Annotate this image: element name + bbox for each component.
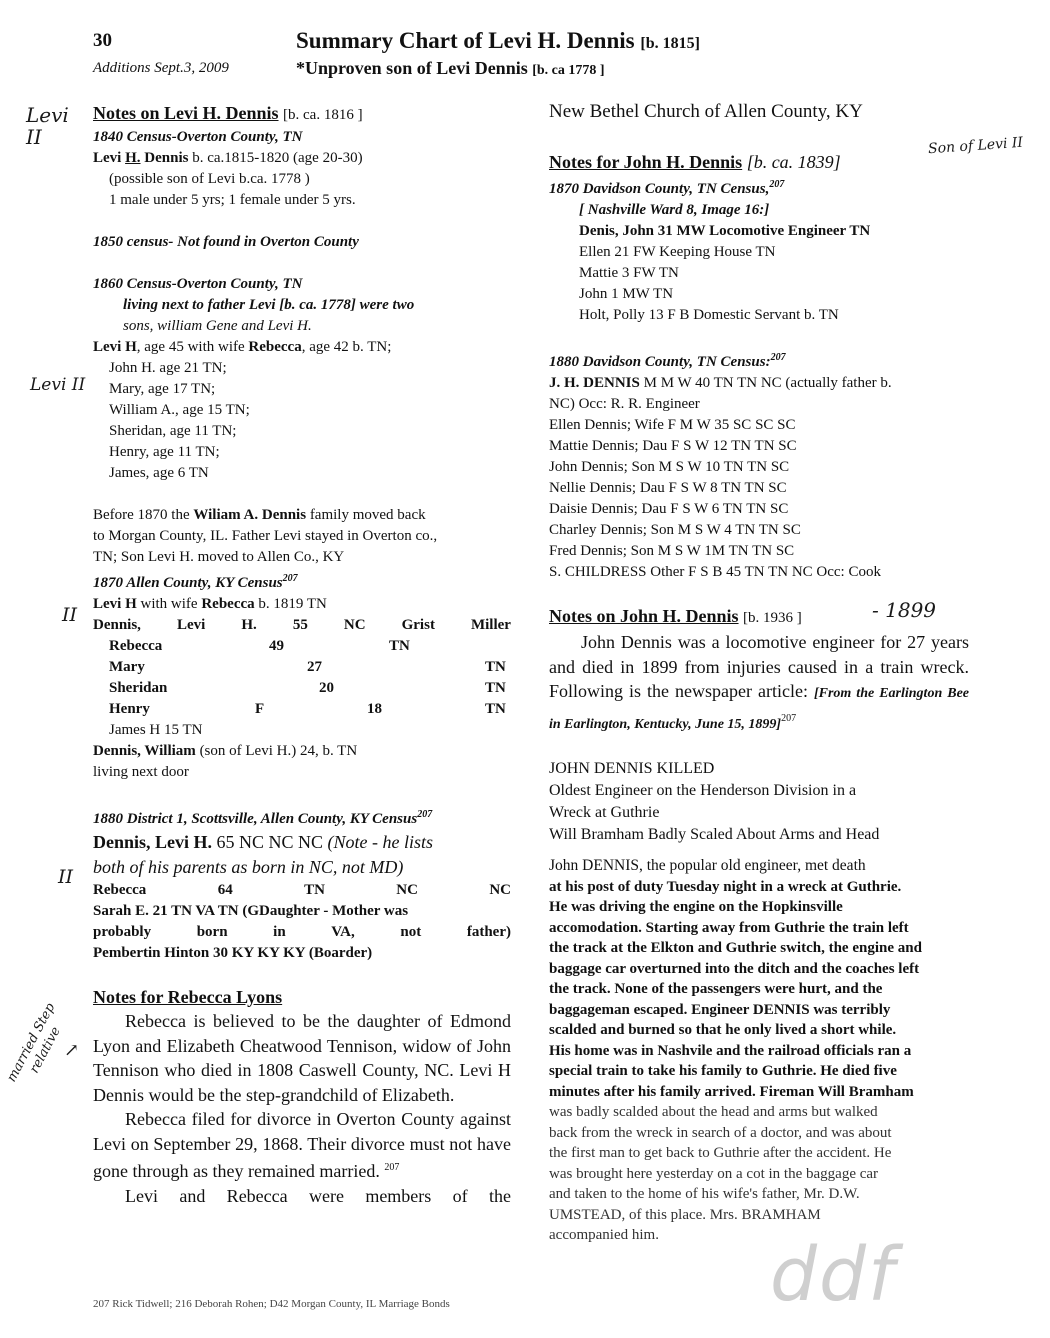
census-1860-note2: sons, william Gene and Levi H. — [123, 318, 312, 334]
list-item: Mattie Dennis; Dau F S W 12 TN TN SC — [549, 438, 797, 454]
arrow-icon: ↗ — [64, 1040, 80, 1061]
handwriting-1899: - 1899 — [872, 598, 937, 622]
news-line: was brought here yesterday on a cot in the baggage car — [549, 1165, 879, 1182]
news-line: His home was in Nashvile and the railroad officials ran a — [549, 1042, 912, 1059]
census-1870-william: Dennis, William (son of Levi H.) 24, b. TN — [93, 743, 358, 759]
census-1860-heading: 1860 Census-Overton County, TN — [93, 276, 303, 292]
census-1870-heading: 1870 Allen County, KY Census$^{207}$ — [93, 573, 298, 591]
notes-rebecca-p1: Rebecca is believed to be the daughter of Edmond Lyon and Elizabeth Cheatwood Tennison, widow of John Tennison who died in 1808 Caswell County, NC. Levi H Dennis would be the step-grandchild of Elizabeth. — [93, 1011, 511, 1105]
handwriting-ii-1880: II — [58, 866, 74, 888]
before-1870-line2: to Morgan County, IL. Father Levi stayed in Overton co., — [93, 528, 438, 544]
census-1880-rebecca: Rebecca 64 TN NC NC — [93, 882, 511, 898]
census-1840-line1: Levi H. Dennis b. ca.1815-1820 (age 20-30) — [93, 150, 363, 166]
list-item: John H. age 21 TN; — [109, 360, 227, 376]
list-item: Fred Dennis; Son M S W 1M TN TN SC — [549, 543, 795, 559]
census-1870-james: James H 15 TN — [109, 722, 203, 738]
census-1880-jh: J. H. DENNIS M M W 40 TN TN NC (actually father b. — [549, 375, 892, 391]
page-subtitle: *Unproven son of Levi Dennis [b. ca 1778 ] — [296, 58, 605, 78]
news-headline-line: Oldest Engineer on the Henderson Division in a — [549, 782, 857, 799]
census-1860-note1: living next to father Levi [b. ca. 1778] were two — [123, 297, 415, 313]
list-item: Henry, age 11 TN; — [109, 444, 220, 460]
left-column — [93, 101, 511, 1208]
news-line: scalded and burned so that he only lived a short while. — [549, 1022, 897, 1038]
news-line: special train to take his family to Guthrie. He died five — [549, 1063, 897, 1079]
footnote: 207 Rick Tidwell; 216 Deborah Rohen; D42 Morgan County, IL Marriage Bonds — [93, 1298, 450, 1310]
handwriting-ii-1870: II — [62, 604, 78, 626]
notes-john-heading: Notes for John H. Dennis [b. ca. 1839] — [549, 152, 841, 172]
news-line: He was driving the engine on the Hopkinsville — [549, 899, 843, 915]
news-headline-line: JOHN DENNIS KILLED — [549, 760, 715, 777]
list-item: William A., age 15 TN; — [109, 402, 250, 418]
census-1880-levi: Dennis, Levi H. 65 NC NC NC (Note - he lists — [93, 832, 434, 852]
census-1880-davidson-heading: 1880 Davidson County, TN Census:$^{207}$ — [549, 352, 786, 370]
census-1840-line3: 1 male under 5 yrs; 1 female under 5 yrs. — [109, 192, 356, 208]
census-1840-heading: 1840 Census-Overton County, TN — [93, 129, 303, 145]
news-headline-line: Will Bramham Badly Scaled About Arms and Head — [549, 826, 880, 843]
news-line: baggageman escaped. Engineer DENNIS was terribly — [549, 1001, 891, 1018]
census-1850: 1850 census- Not found in Overton County — [93, 234, 359, 250]
news-line: John DENNIS, the popular old engineer, met death — [549, 857, 866, 874]
watermark-initials: ddf — [770, 1232, 896, 1318]
news-line: baggage car overturned into the ditch and the coaches left — [549, 960, 920, 977]
additions-date: Additions Sept.3, 2009 — [93, 60, 229, 76]
list-item: S. CHILDRESS Other F S B 45 TN TN NC Occ: Cook — [549, 564, 881, 580]
news-body — [549, 856, 969, 1246]
census-1880-jh-occ: NC) Occ: R. R. Engineer — [549, 396, 700, 412]
news-line: the track. None of the passengers were hurt, and the — [549, 981, 883, 997]
list-item: James, age 6 TN — [109, 465, 209, 481]
list-item: Ellen 21 FW Keeping House TN — [579, 244, 776, 260]
list-item: Mattie 3 FW TN — [579, 265, 679, 281]
news-line: the first man to get back to Guthrie after the accident. He — [549, 1145, 892, 1161]
census-1880-pembertin: Pembertin Hinton 30 KY KY KY (Boarder) — [93, 945, 373, 961]
page-title: Summary Chart of Levi H. Dennis [b. 1815] — [296, 28, 700, 53]
news-line: and taken to the home of his wife's father, Mr. D.W. — [549, 1186, 860, 1202]
census-1870-davidson-ref: [ Nashville Ward 8, Image 16:] — [579, 202, 770, 218]
census-1840-line2: (possible son of Levi b.ca. 1778 ) — [109, 171, 310, 187]
news-line: the track at the Elkton and Guthrie switch, the engine and — [549, 940, 922, 956]
census-1870-davidson-heading: 1870 Davidson County, TN Census,$^{207}$ — [549, 179, 785, 197]
list-item: Daisie Dennis; Dau F S W 6 TN TN SC — [549, 501, 789, 517]
title-birth: [b. 1815] — [640, 35, 700, 52]
news-line: accomodation. Starting away from Guthrie the train left — [549, 919, 909, 936]
list-item: John 1 MW TN — [579, 286, 674, 302]
census-1870-davidson-rows — [549, 221, 969, 326]
news-headline — [549, 758, 969, 846]
census-1880-sarah-2: probably born in VA, not father) — [93, 924, 511, 940]
church-line: New Bethel Church of Allen County, KY — [549, 101, 863, 122]
list-item: Denis, John 31 MW Locomotive Engineer TN — [579, 223, 871, 239]
census-1880-heading: 1880 District 1, Scottsville, Allen County, KY Census$^{207}$ — [93, 809, 433, 827]
census-1880-sarah-1: Sarah E. 21 TN VA TN (GDaughter - Mother was — [93, 903, 409, 919]
subtitle-birth: [b. ca 1778 ] — [532, 63, 605, 78]
before-1870-line3: TN; Son Levi H. moved to Allen Co., KY — [93, 549, 345, 565]
notes-john2-heading: Notes on John H. Dennis [b. 1936 ] — [549, 606, 802, 626]
news-line: minutes after his family arrived. Fireman Will Bramham — [549, 1083, 914, 1100]
news-line: at his post of duty Tuesday night in a wreck at Guthrie. — [549, 878, 902, 895]
census-1870-william-next: living next door — [93, 764, 189, 780]
census-1870-members: Rebecca 49 TN Mary 27 TN Sheridan 20 TN Henry F 18 TN — [109, 638, 506, 717]
handwriting-levi-ii-top: Levi II — [26, 103, 69, 149]
notes-john2-p1: John Dennis was a locomotive engineer for 27 years and died in 1899 from injuries caused in a train wreck. Following is the newspaper article: [From the Earlington Bee in Earlington, Kentucky, June 15, 1899]$^{207}$ — [549, 632, 969, 732]
census-1870-row-levi: Dennis, Levi H. 55 NC Grist Miller — [93, 617, 511, 633]
list-item: Mary, age 17 TN; — [109, 381, 216, 397]
handwriting-married-step: married Step relative — [4, 1000, 64, 1085]
news-line: accompanied him. — [549, 1227, 659, 1243]
list-item: Charley Dennis; Son M S W 4 TN TN SC — [549, 522, 801, 538]
handwriting-levi-ii-mid: Levi II — [30, 375, 86, 395]
list-item: Sheridan, age 11 TN; — [109, 423, 237, 439]
page-number: 30 — [93, 30, 112, 51]
news-line: back from the wreck in search of a doctor, and was about — [549, 1124, 892, 1141]
notes-rebecca-p2: Rebecca filed for divorce in Overton County against Levi on September 29, 1868. Their divorce must not have gone through as they remained married. $^{207}$ — [93, 1109, 511, 1181]
right-column — [549, 99, 969, 1246]
census-1860-children — [93, 358, 511, 484]
notes-rebecca-p3: Levi and Rebecca were members of the — [125, 1185, 511, 1206]
list-item: Ellen Dennis; Wife F M W 35 SC SC SC — [549, 417, 796, 433]
news-line: was badly scalded about the head and arms but walked — [549, 1104, 878, 1120]
before-1870-line1: Before 1870 the Wiliam A. Dennis family moved back — [93, 507, 426, 523]
news-headline-line: Wreck at Guthrie — [549, 804, 660, 821]
notes-rebecca-heading: Notes for Rebecca Lyons — [93, 987, 283, 1007]
notes-levi-heading: Notes on Levi H. Dennis [b. ca. 1816 ] — [93, 103, 363, 123]
list-item: Nellie Dennis; Dau F S W 8 TN TN SC — [549, 480, 787, 496]
handwriting-son-of-levi: Son of Levi II — [927, 134, 1024, 158]
list-item: John Dennis; Son M S W 10 TN TN SC — [549, 459, 790, 475]
news-line: UMSTEAD, of this place. Mrs. BRAMHAM — [549, 1206, 821, 1223]
census-1880-levi-note: both of his parents as born in NC, not MD) — [93, 857, 404, 877]
list-item: Holt, Polly 13 F B Domestic Servant b. TN — [579, 307, 839, 323]
census-1860-levi: Levi H, age 45 with wife Rebecca, age 42 b. TN; — [93, 339, 392, 355]
census-1870-levi: Levi H with wife Rebecca b. 1819 TN — [93, 596, 327, 612]
census-1880-davidson-rows — [549, 415, 969, 583]
